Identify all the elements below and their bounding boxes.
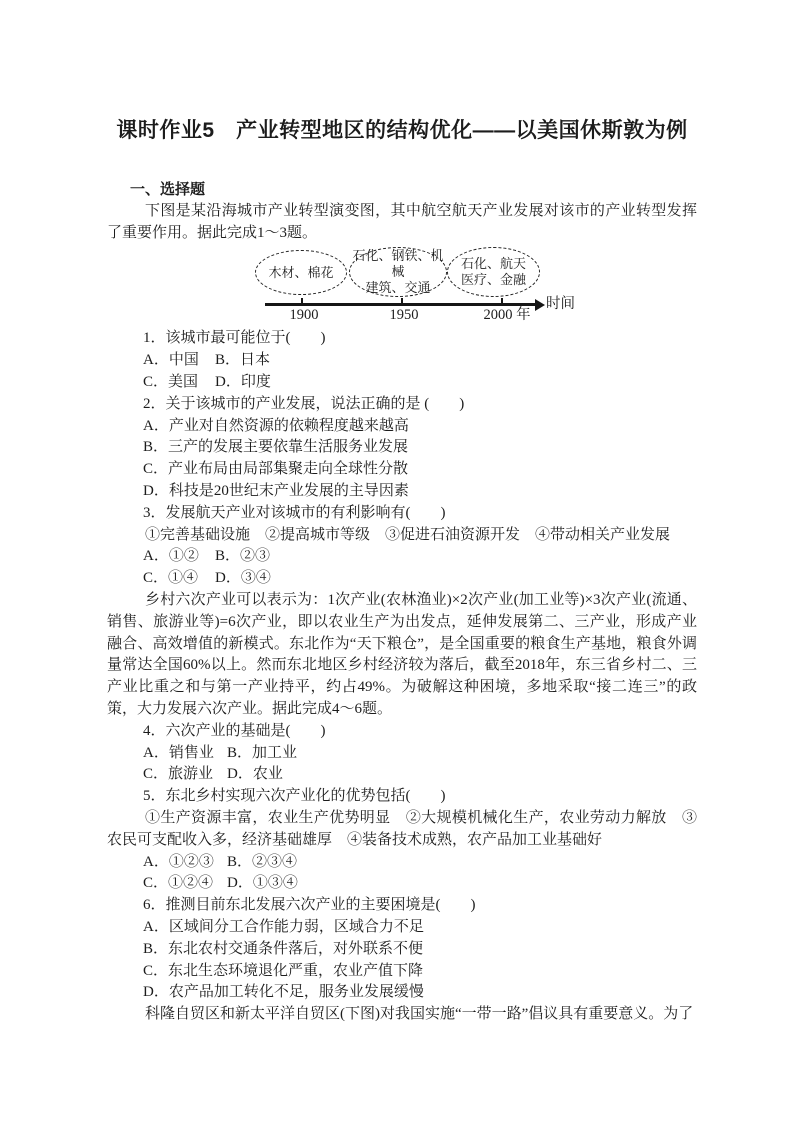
question-3-stem: 3．发展航天产业对该城市的有利影响有( ) <box>143 504 446 521</box>
question-5-option-a: A．①②③ <box>143 853 214 870</box>
section-heading-choice: 一、选择题 <box>130 181 206 198</box>
question-4-options-ab <box>107 743 697 765</box>
timeline-axis-label: 时间 <box>546 296 575 313</box>
question-6-stem: 6．推测目前东北发展六次产业的主要困境是( ) <box>143 897 476 914</box>
question-6-option-a: A．区域间分工合作能力弱，区域合力不足 <box>143 918 424 935</box>
question-2-stem: 2．关于该城市的产业发展，说法正确的是 ( ) <box>143 395 465 412</box>
era-1950-label-line2: 建筑、交通 <box>365 280 431 296</box>
question-2-option-c: C．产业布局由局部集聚走向全球性分散 <box>143 461 409 478</box>
timeline-tick-2000 <box>501 298 503 304</box>
tick-label-2000: 2000 年 <box>483 307 531 324</box>
question-5-options-cd <box>107 873 697 895</box>
era-2000-label-line1: 石化、航天 <box>460 256 526 272</box>
question-3-items: ①完善基础设施 ②提高城市等级 ③促进石油资源开发 ④带动相关产业发展 <box>145 526 671 543</box>
question-3-option-b: B．②③ <box>215 548 271 565</box>
question-5-option-d: D．①③④ <box>227 875 298 892</box>
question-6-option-d: D．农产品加工转化不足，服务业发展缓慢 <box>143 984 424 1001</box>
industry-transition-timeline-diagram <box>107 247 697 323</box>
question-2-option-b: B．三产的发展主要依靠生活服务业发展 <box>143 439 409 456</box>
question-2-option-d: D．科技是20世纪末产业发展的主导因素 <box>143 482 409 499</box>
question-5-items: ①生产资源丰富，农业生产优势明显 ②大规模机械化生产，农业劳动力解放 ③农民可支配收入多，经济基础雄厚 ④装备技术成熟，农产品加工业基础好 <box>107 809 697 848</box>
question-2-option-a: A．产业对自然资源的依赖程度越来越高 <box>143 417 409 434</box>
question-1-option-d: D．印度 <box>215 373 271 390</box>
question-5-option-b: B．②③④ <box>227 853 298 870</box>
intro-paragraph: 下图是某沿海城市产业转型演变图，其中航空航天产业发展对该市的产业转型发挥了重要作用。据此完成1～3题。 <box>107 202 697 241</box>
question-3-options-cd <box>107 568 697 590</box>
question-3-option-c: C．①④ <box>143 570 199 587</box>
question-4-options-cd <box>107 764 697 786</box>
question-5-options-ab <box>107 852 697 874</box>
question-3-options-ab <box>107 546 697 568</box>
question-6-option-b: B．东北农村交通条件落后，对外联系不便 <box>143 940 424 957</box>
question-1-option-a: A．中国 <box>143 352 199 369</box>
era-1900-label: 木材、棉花 <box>268 264 334 280</box>
era-1950-label-line1: 石化、钢铁、机械 <box>352 248 444 280</box>
question-1-options-cd <box>107 372 697 394</box>
question-3-option-d: D．③④ <box>215 570 271 587</box>
question-1-option-b: B．日本 <box>215 352 271 369</box>
question-4-stem: 4．六次产业的基础是( ) <box>143 722 326 739</box>
timeline-tick-1950 <box>401 298 403 304</box>
question-1-option-c: C．美国 <box>143 373 199 390</box>
question-5-stem: 5．东北乡村实现六次产业化的优势包括( ) <box>143 788 446 805</box>
tick-label-1950: 1950 <box>389 307 419 324</box>
mid-paragraph: 乡村六次产业可以表示为：1次产业(农林渔业)×2次产业(加工业等)×3次产业(流通、销售、旅游业等)=6次产业，即以农业生产为出发点，延伸发展第二、三产业，形成产业融合、高效增值的新模式。东北作为“天下粮仓”，是全国重要的粮食生产基地，粮食外调量常达全国60%以上。然而东北地区乡村经济较为落后，截至2018年，东三省乡村二、三产业比重之和与第一产业持平，约占49%。为破解这种困境，多地采取“接二连三”的政策，大力发展六次产业。据此完成4～6题。 <box>107 591 697 717</box>
question-6-option-c: C．东北生态环境退化严重，农业产值下降 <box>143 962 424 979</box>
closing-paragraph: 科隆自贸区和新太平洋自贸区(下图)对我国实施“一带一路”倡议具有重要意义。为了 <box>145 1006 694 1023</box>
question-4-option-d: D．农业 <box>227 766 283 783</box>
timeline-era-1900-ellipse <box>255 250 347 295</box>
question-4-option-a: A．销售业 <box>143 744 214 761</box>
question-1-options-ab <box>107 350 697 372</box>
era-2000-label-line2: 医疗、金融 <box>460 272 526 288</box>
page-title: 课时作业5 产业转型地区的结构优化——以美国休斯敦为例 <box>116 119 688 142</box>
question-4-option-b: B．加工业 <box>227 744 298 761</box>
question-4-option-c: C．旅游业 <box>143 766 214 783</box>
timeline-era-2000-ellipse <box>447 247 540 297</box>
question-1-stem: 1．该城市最可能位于( ) <box>143 330 326 347</box>
tick-label-1900: 1900 <box>289 307 319 324</box>
timeline-tick-1900 <box>301 298 303 304</box>
question-3-option-a: A．①② <box>143 548 199 565</box>
question-5-option-c: C．①②④ <box>143 875 214 892</box>
timeline-era-1950-ellipse <box>349 247 447 297</box>
